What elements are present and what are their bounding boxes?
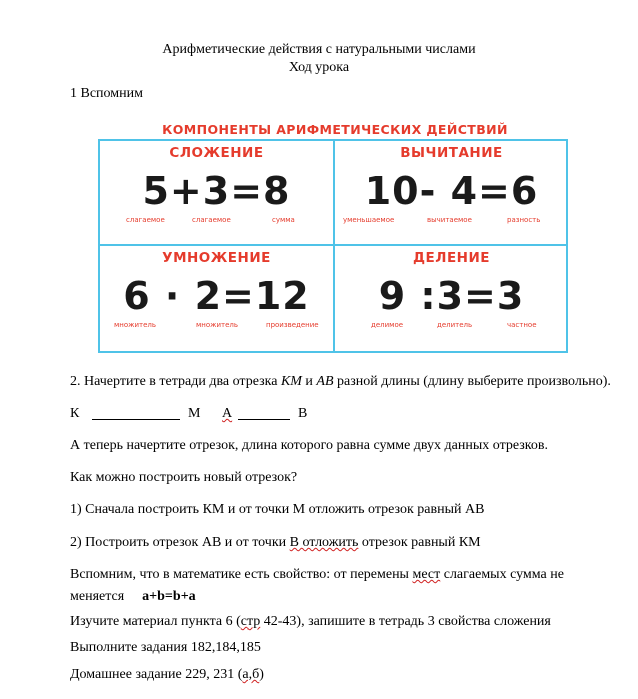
label-factor-2: множитель xyxy=(196,321,238,329)
label-product: произведение xyxy=(266,321,319,329)
cell-division xyxy=(335,246,568,349)
cell-equation: 5+3=8 xyxy=(142,169,291,213)
arithmetic-components-poster xyxy=(98,121,572,355)
text-part: отрезок равный КМ xyxy=(358,535,481,550)
label-subtrahend: вычитаемое xyxy=(427,216,472,224)
page-title: Арифметические действия с натуральными числами xyxy=(162,42,476,57)
poster-title: КОМПОНЕНТЫ АРИФМЕТИЧЕСКИХ ДЕЙСТВИЙ xyxy=(162,122,508,137)
label-sum: сумма xyxy=(272,216,295,224)
method-2 xyxy=(70,535,481,551)
task-2 xyxy=(70,374,611,390)
segment-ab: АВ xyxy=(316,374,334,389)
text-part: ) xyxy=(259,667,264,682)
text-part-marked: стр xyxy=(240,614,261,629)
task-text: 2. Начертите в тетради два отрезка xyxy=(70,374,281,389)
method-1: 1) Сначала построить КМ и от точки М отложить отрезок равный АВ xyxy=(70,502,485,517)
cell-equation: 6 · 2=12 xyxy=(123,274,310,318)
question-line: Как можно построить новый отрезок? xyxy=(70,470,298,485)
cell-multiplication xyxy=(100,246,333,349)
label-quotient: частное xyxy=(507,321,537,329)
label-factor-1: множитель xyxy=(114,321,156,329)
label-addend-2: слагаемое xyxy=(192,216,231,224)
cell-title: ДЕЛЕНИЕ xyxy=(413,250,490,266)
text-part-marked: мест xyxy=(412,567,441,582)
text-part: Вспомним, что в математике есть свойство: от перемены xyxy=(70,567,413,582)
label-minuend: уменьшаемое xyxy=(343,216,395,224)
text-part-marked: а,б xyxy=(242,667,260,682)
text-part: Изучите материал пункта 6 ( xyxy=(70,614,241,629)
segment-ab-line xyxy=(238,419,290,420)
property-line xyxy=(70,567,564,583)
point-a: А xyxy=(222,406,233,421)
text-part: 42-43), запишите в тетрадь 3 свойства сложения xyxy=(260,614,551,629)
text-part: 2) Построить отрезок АВ и от точки xyxy=(70,535,290,550)
cell-title: ВЫЧИТАНИЕ xyxy=(400,145,503,161)
cell-equation: 9 :3=3 xyxy=(378,274,525,318)
task-text: и xyxy=(301,374,317,389)
label-difference: разность xyxy=(507,216,541,224)
point-k: К xyxy=(70,406,80,421)
cell-equation: 10- 4=6 xyxy=(364,169,539,213)
point-b: В xyxy=(298,406,308,421)
text-part: Домашнее задание 229, 231 ( xyxy=(70,667,243,682)
text-part-marked: В отложить xyxy=(289,535,359,550)
study-task xyxy=(70,614,551,630)
section-heading: 1 Вспомним xyxy=(70,86,143,101)
segment-km-line xyxy=(92,419,180,420)
cell-subtraction xyxy=(335,141,568,244)
label-dividend: делимое xyxy=(371,321,404,329)
text-part: слагаемых сумма не xyxy=(440,567,564,582)
instruction-line: А теперь начертите отрезок, длина которого равна сумме двух данных отрезков. xyxy=(70,438,548,453)
property-line-2 xyxy=(70,589,196,605)
point-m: М xyxy=(188,406,201,421)
label-addend-1: слагаемое xyxy=(126,216,165,224)
cell-title: УМНОЖЕНИЕ xyxy=(162,250,271,266)
page-subtitle: Ход урока xyxy=(288,60,350,75)
label-divisor: делитель xyxy=(437,321,473,329)
text-part: меняется xyxy=(70,589,125,604)
task-text: разной длины (длину выберите произвольно). xyxy=(333,374,611,389)
poster-grid xyxy=(98,139,568,353)
exercises-line: Выполните задания 182,184,185 xyxy=(70,640,261,655)
cell-title: СЛОЖЕНИЕ xyxy=(169,145,264,161)
commutative-formula: a+b=b+a xyxy=(142,589,196,604)
segment-km: КМ xyxy=(280,374,302,389)
cell-addition xyxy=(100,141,333,244)
homework-line xyxy=(70,667,264,683)
